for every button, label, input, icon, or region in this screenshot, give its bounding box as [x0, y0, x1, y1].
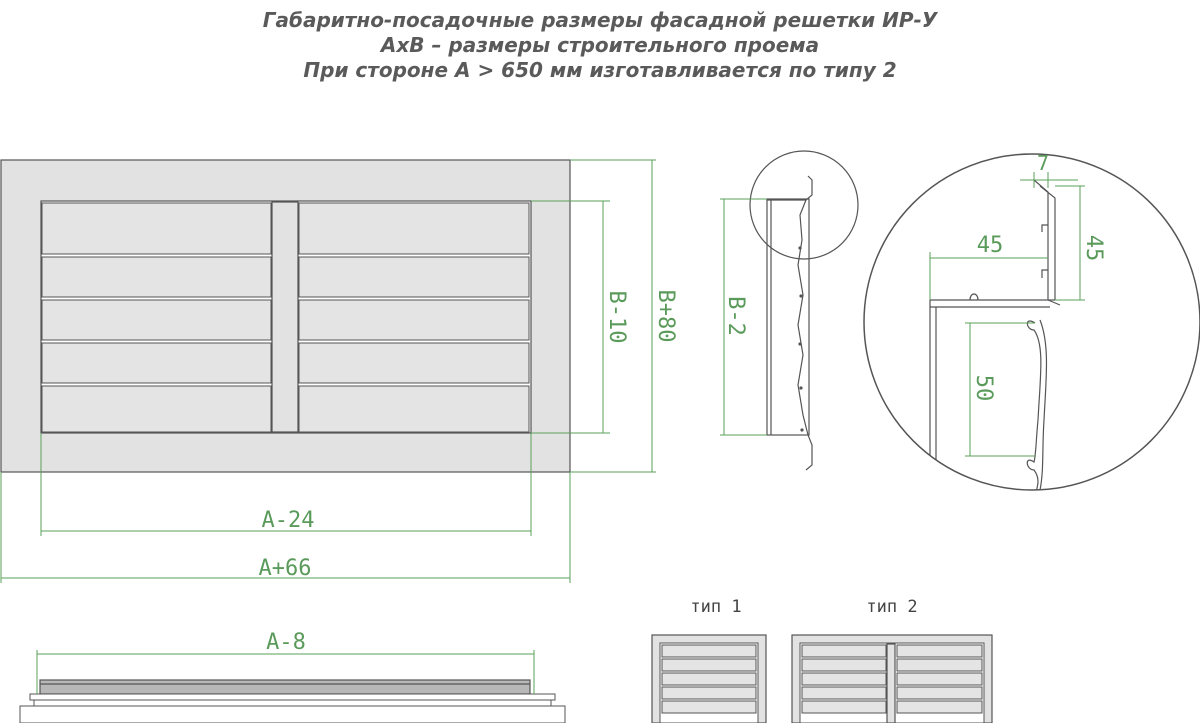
front-view [1, 160, 678, 583]
label-a-8: A-8 [266, 630, 306, 655]
label-a-24: A-24 [261, 508, 315, 533]
front-right-slats [299, 203, 529, 432]
detail-view [864, 151, 1200, 492]
type-2-label: тип 2 [866, 597, 918, 617]
bottom-view [20, 630, 565, 723]
label-7: 7 [1036, 151, 1050, 175]
type-1-label: тип 1 [690, 597, 742, 617]
title-line-3: При стороне А > 650 мм изготавливается по типу 2 [303, 58, 897, 82]
title-line-2: AxB – размеры строительного проема [380, 33, 820, 57]
label-45-horizontal: 45 [976, 233, 1004, 258]
bottom-flange-2 [34, 700, 551, 706]
type-2-thumbnail [792, 597, 992, 723]
dimension-b-2 [720, 199, 767, 435]
label-a-66: A+66 [258, 556, 312, 581]
side-body [767, 199, 809, 435]
label-b-2: B-2 [723, 296, 748, 336]
side-view [720, 151, 858, 470]
front-mullion [272, 202, 298, 432]
label-50: 50 [971, 374, 996, 402]
bottom-flange-3 [20, 706, 565, 723]
bottom-body [40, 680, 530, 694]
label-b-10: B-10 [604, 290, 629, 344]
front-left-slats [42, 203, 271, 432]
title-line-1: Габаритно-посадочные размеры фасадной решетки ИР-У [262, 8, 938, 32]
label-b-80: B+80 [653, 289, 678, 343]
type-1-thumbnail [652, 597, 766, 723]
bottom-flange-1 [30, 694, 555, 700]
label-45-vertical: 45 [1081, 234, 1106, 262]
